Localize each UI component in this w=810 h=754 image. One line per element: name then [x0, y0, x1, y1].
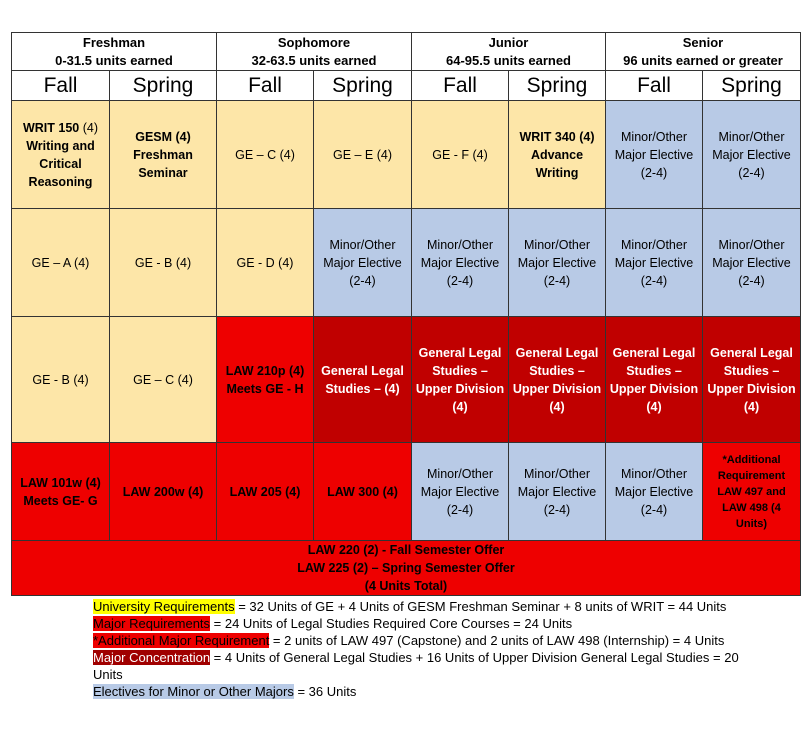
legend-label: *Additional Major Requirement: [93, 633, 270, 648]
course-row: [12, 443, 801, 541]
legend-label: Major Concentration: [93, 650, 211, 665]
year-header-row: [12, 33, 801, 71]
course-cell: GE - F (4): [412, 101, 509, 209]
elective-cell: Minor/Other Major Elective (2-4): [314, 209, 412, 317]
course-cell: GE – A (4): [12, 209, 110, 317]
degree-plan-table: [11, 32, 801, 596]
concentration-cell: General Legal Studies – Upper Division (4): [606, 317, 703, 443]
elective-cell: Minor/Other Major Elective (2-4): [412, 209, 509, 317]
legend-text: = 36 Units: [293, 684, 357, 699]
course-cell: GE - D (4): [217, 209, 314, 317]
semester-label: Fall: [606, 71, 703, 101]
semester-label: Spring: [314, 71, 412, 101]
concentration-cell: General Legal Studies – Upper Division (4): [412, 317, 509, 443]
major-requirement-cell: LAW 205 (4): [217, 443, 314, 541]
concentration-cell: General Legal Studies – Upper Division (4): [703, 317, 801, 443]
course-cell: GE – C (4): [217, 101, 314, 209]
legend-label: Major Requirements: [93, 616, 211, 631]
legend-label: Electives for Minor or Other Majors: [93, 684, 294, 699]
legend: [93, 598, 743, 700]
legend-item: [93, 615, 743, 632]
course-cell-writ340: WRIT 340 (4) Advance Writing: [509, 101, 606, 209]
elective-cell: Minor/Other Major Elective (2-4): [606, 209, 703, 317]
elective-cell: Minor/Other Major Elective (2-4): [509, 209, 606, 317]
legend-item: [93, 683, 743, 700]
semester-label: Fall: [412, 71, 509, 101]
year-senior: Senior 96 units earned or greater: [606, 33, 801, 71]
semester-label: Fall: [12, 71, 110, 101]
concentration-cell: General Legal Studies – (4): [314, 317, 412, 443]
course-row: [12, 209, 801, 317]
course-cell-writ150: WRIT 150 (4) Writing and Critical Reasoning: [12, 101, 110, 209]
legend-item: [93, 598, 743, 615]
legend-item: [93, 632, 743, 649]
course-cell: GE - B (4): [12, 317, 110, 443]
year-sophomore: Sophomore 32-63.5 units earned: [217, 33, 412, 71]
legend-text: = 4 Units of General Legal Studies + 16 Units of Upper Division General Legal Studies = 20 Units: [93, 650, 739, 682]
legend-text: = 2 units of LAW 497 (Capstone) and 2 units of LAW 498 (Internship) = 4 Units: [269, 633, 725, 648]
year-junior: Junior 64-95.5 units earned: [412, 33, 606, 71]
course-cell-gesm: GESM (4) Freshman Seminar: [110, 101, 217, 209]
semester-label: Spring: [110, 71, 217, 101]
year-freshman: Freshman 0-31.5 units earned: [12, 33, 217, 71]
elective-cell: Minor/Other Major Elective (2-4): [606, 443, 703, 541]
course-cell: GE - B (4): [110, 209, 217, 317]
elective-cell: Minor/Other Major Elective (2-4): [412, 443, 509, 541]
course-row: [12, 101, 801, 209]
legend-item: [93, 649, 743, 683]
elective-cell: Minor/Other Major Elective (2-4): [509, 443, 606, 541]
legend-text: = 24 Units of Legal Studies Required Core Courses = 24 Units: [210, 616, 573, 631]
course-row: [12, 317, 801, 443]
major-requirement-cell: LAW 210p (4) Meets GE - H: [217, 317, 314, 443]
law220-225-cell: LAW 220 (2) - Fall Semester Offer LAW 225 (2) – Spring Semester Offer (4 Units Total): [12, 541, 801, 596]
major-requirement-cell: LAW 300 (4): [314, 443, 412, 541]
course-cell: GE – E (4): [314, 101, 412, 209]
course-cell: GE – C (4): [110, 317, 217, 443]
elective-cell: Minor/Other Major Elective (2-4): [703, 209, 801, 317]
legend-text: = 32 Units of GE + 4 Units of GESM Freshman Seminar + 8 units of WRIT = 44 Units: [234, 599, 727, 614]
semester-label: Fall: [217, 71, 314, 101]
elective-cell: Minor/Other Major Elective (2-4): [606, 101, 703, 209]
legend-label: University Requirements: [93, 599, 235, 614]
semester-header-row: [12, 71, 801, 101]
major-requirement-cell: LAW 200w (4): [110, 443, 217, 541]
course-row: [12, 541, 801, 596]
semester-label: Spring: [703, 71, 801, 101]
major-requirement-cell: LAW 101w (4) Meets GE- G: [12, 443, 110, 541]
semester-label: Spring: [509, 71, 606, 101]
concentration-cell: General Legal Studies – Upper Division (4): [509, 317, 606, 443]
additional-requirement-cell: *Additional Requirement LAW 497 and LAW 498 (4 Units): [703, 443, 801, 541]
elective-cell: Minor/Other Major Elective (2-4): [703, 101, 801, 209]
